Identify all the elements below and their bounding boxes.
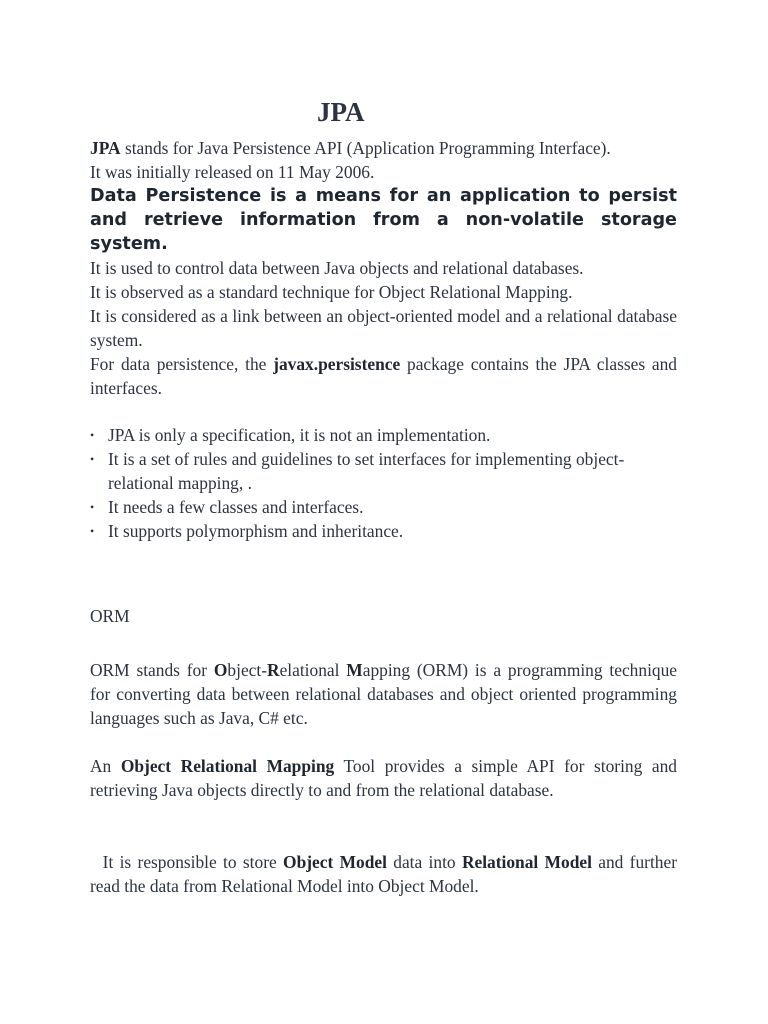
javax-persistence-term: javax.persistence <box>273 354 401 374</box>
orm-p3-mid: data into <box>386 852 462 872</box>
orm-p3-post: and further read the data from Relational Model into Object Model. <box>90 852 677 896</box>
link-paragraph: It is considered as a link between an object-oriented model and a relational database system. <box>90 306 677 350</box>
orm-letter-r: R <box>267 660 280 680</box>
relational-model-term: Relational Model <box>461 852 592 872</box>
intro-paragraph-jpa-stands <box>90 136 677 160</box>
intro-p1-text: stands for Java Persistence API (Application Programming Interface). <box>120 138 611 158</box>
package-p-post: package contains the JPA classes and interfaces. <box>90 354 677 398</box>
data-persistence-heading: Data Persistence is a means for an application to persist and retrieve information from a non-volatile storage system. <box>90 186 677 254</box>
standard-technique-paragraph: It is observed as a standard technique for Object Relational Mapping. <box>90 282 573 302</box>
package-p-pre: For data persistence, the <box>90 354 274 374</box>
orm-p1-bject: bject- <box>227 660 268 680</box>
document-page <box>90 92 677 898</box>
orm-letter-o: O <box>213 660 228 680</box>
usage-paragraph: It is used to control data between Java objects and relational databases. <box>90 258 584 278</box>
orm-heading: ORM <box>90 606 130 626</box>
document-title: JPA <box>317 97 365 127</box>
jpa-bold-term: JPA <box>90 138 121 158</box>
orm-p1-elational: elational <box>279 660 347 680</box>
orm-tool-term: Object Relational Mapping <box>120 756 335 776</box>
list-item: • It supports polymorphism and inheritance. <box>108 519 677 543</box>
release-date-paragraph: It was initially released on 11 May 2006. <box>90 162 375 182</box>
orm-letter-m: M <box>346 660 363 680</box>
orm-tool-paragraph <box>90 754 677 802</box>
object-model-term: Object Model <box>283 852 387 872</box>
orm-p2-post: Tool provides a simple API for storing and retrieving Java objects directly to and from the relational database. <box>90 756 677 800</box>
list-item: • JPA is only a specification, it is not an implementation. <box>108 423 677 447</box>
list-item: • It needs a few classes and interfaces. <box>108 495 677 519</box>
orm-p1-post: apping (ORM) is a programming technique for converting data between relational databases and object oriented programming languages such as Java, C# etc. <box>90 660 678 728</box>
list-item: • It is a set of rules and guidelines to set interfaces for implementing object-relational mapping, . <box>108 447 677 495</box>
jpa-bullet-list <box>90 423 677 543</box>
package-paragraph <box>90 352 677 400</box>
orm-responsibility-paragraph <box>90 850 677 898</box>
orm-p2-pre: An <box>90 756 121 776</box>
orm-definition-paragraph <box>90 658 677 730</box>
orm-p3-pre: It is responsible to store <box>90 852 284 872</box>
orm-p1-pre: ORM stands for <box>90 660 214 680</box>
